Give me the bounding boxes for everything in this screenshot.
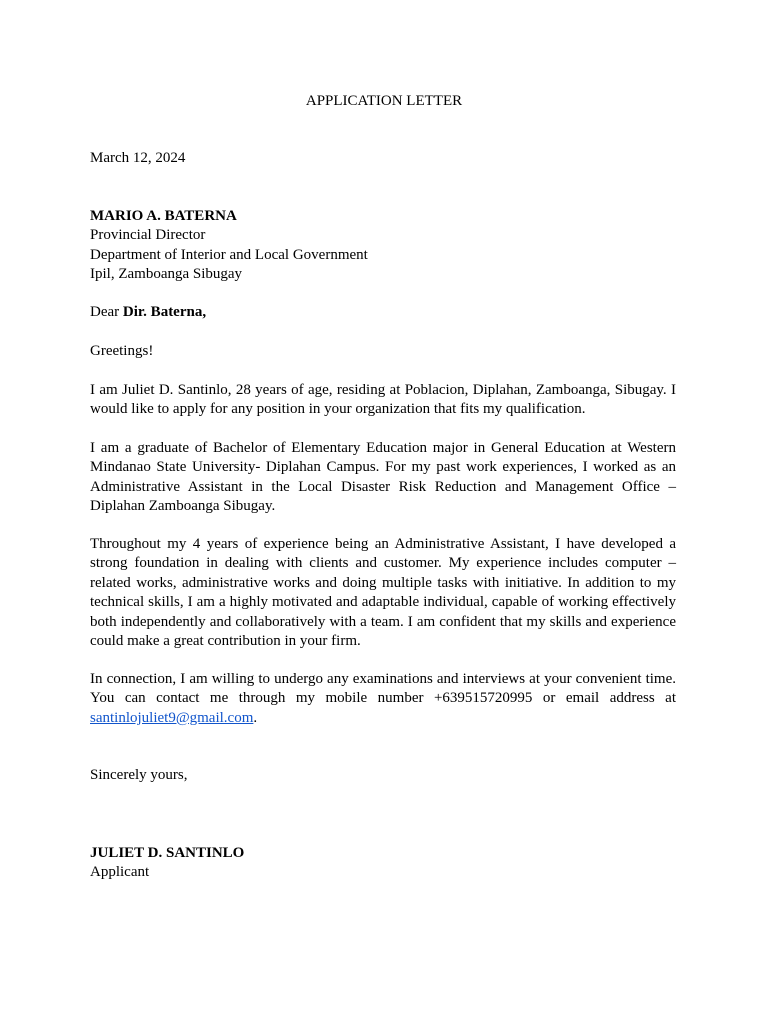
- recipient-block: [90, 207, 676, 285]
- recipient-address: Ipil, Zamboanga Sibugay: [90, 266, 243, 283]
- body-paragraph-3: Throughout my 4 years of experience being an Administrative Assistant, I have developed a strong foundation in dealing with clients and customer. My experience includes computer – related works, administrative works and doing multiple tasks with initiative. In addition to my technical skills, I am a highly motivated and adaptable individual, capable of working effectively both independently and collaboratively with a team. I am confident that my skills and experience could make a great contribution in your firm.: [90, 536, 676, 650]
- recipient-position: Provincial Director: [90, 227, 206, 244]
- signature-block: [90, 844, 676, 883]
- salutation-prefix: Dear: [90, 304, 123, 320]
- letter-date: March 12, 2024: [90, 150, 186, 166]
- greeting: Greetings!: [90, 343, 154, 359]
- signature-name: JULIET D. SANTINLO: [90, 845, 245, 861]
- recipient-name: MARIO A. BATERNA: [90, 208, 237, 224]
- salutation-name: Dir. Baterna,: [122, 304, 207, 320]
- body-paragraph-1: I am Juliet D. Santinlo, 28 years of age, residing at Poblacion, Diplahan, Zamboanga, Sibugay. I would like to apply for any position in your organization that fits my qualification.: [90, 382, 676, 418]
- signature-role: Applicant: [90, 864, 150, 881]
- closing: Sincerely yours,: [90, 767, 188, 783]
- letter-title: APPLICATION LETTER: [305, 93, 463, 109]
- recipient-organization: Department of Interior and Local Government: [90, 246, 368, 263]
- contact-paragraph: [90, 670, 676, 728]
- email-link[interactable]: santinlojuliet9@gmail.com: [90, 709, 254, 726]
- body-paragraph-2: I am a graduate of Bachelor of Elementary Education major in General Education at Western Mindanao State University- Diplahan Campus. For my past work experiences, I worked as an Administrative Assistant in the Local Disaster Risk Reduction and Management Office – Diplahan Zamboanga Sibugay.: [90, 440, 676, 515]
- contact-end: .: [253, 709, 258, 726]
- salutation: [90, 303, 676, 322]
- contact-text: In connection, I am willing to undergo any examinations and interviews at your convenient time. You can contact me through my mobile number +639515720995 or email address at: [90, 671, 676, 707]
